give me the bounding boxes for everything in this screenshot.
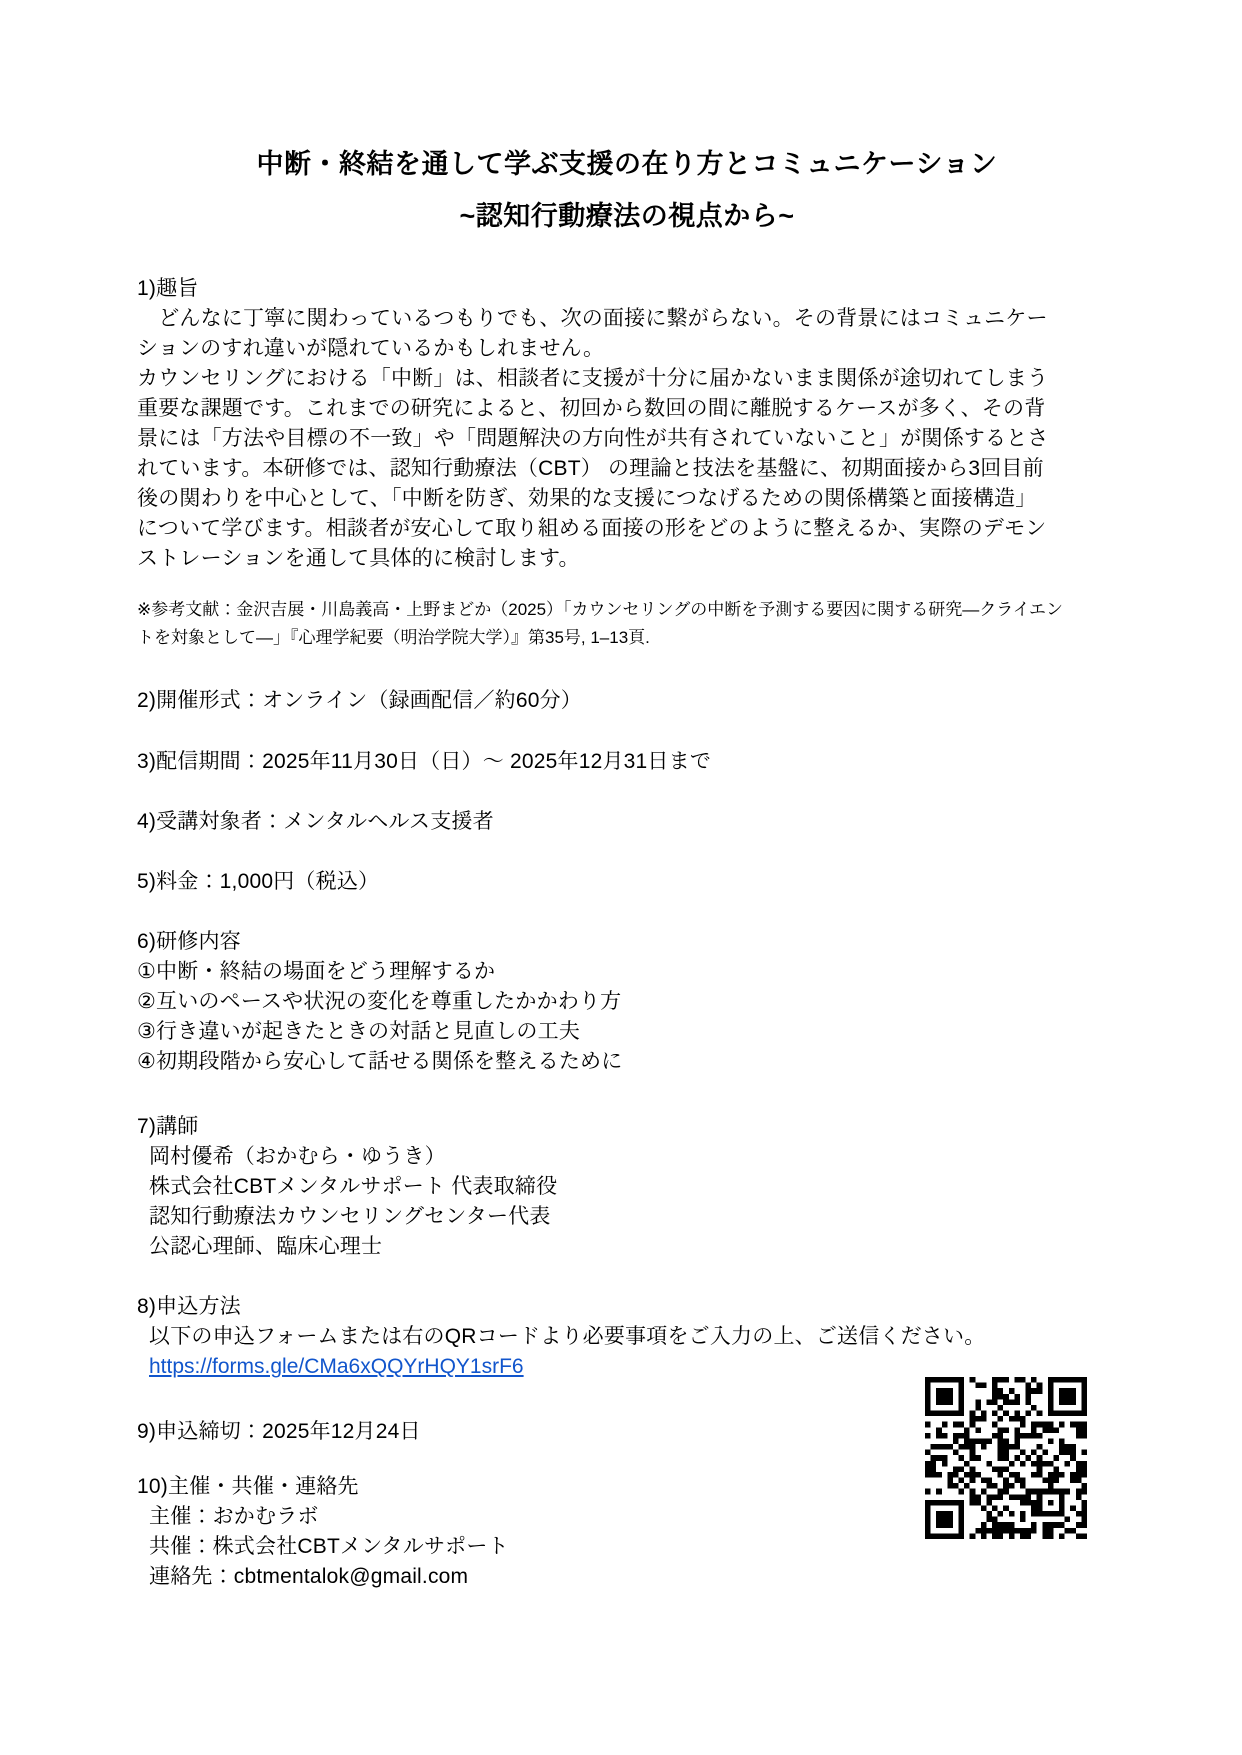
organizer-text-line: 共催：株式会社CBTメンタルサポート [149, 1535, 509, 1558]
section-application [137, 1292, 1117, 1382]
section-lecturer [137, 1112, 1117, 1262]
section-organizer-heading: 10)主催・共催・連絡先 [137, 1475, 359, 1498]
purpose-text-line: ションのすれ違いが隠れているかもしれません。 [137, 337, 605, 360]
purpose-text-line: ストレーションを通して具体的に検討します。 [137, 547, 580, 570]
section-contents [137, 927, 1117, 1077]
purpose-text-line: 重要な課題です。これまでの研究によると、初回から数回の間に離脱するケースが多く、その背 [137, 397, 1046, 420]
title-line-2: ~認知行動療法の視点から~ [459, 201, 795, 231]
document-title [137, 138, 1117, 242]
section-audience [137, 807, 1117, 837]
section-deadline-text: 9)申込締切：2025年12月24日 [137, 1420, 421, 1443]
section-fee [137, 867, 1117, 897]
section-contents-heading: 6)研修内容 [137, 930, 241, 953]
lecturer-text-line: 公認心理師、臨床心理士 [149, 1235, 383, 1258]
application-instruction: 以下の申込フォームまたは右のQRコードより必要事項をご入力の上、ご送信ください。 [149, 1325, 986, 1348]
lecturer-text-line: 認知行動療法カウンセリングセンター代表 [149, 1205, 551, 1228]
qr-code [925, 1377, 1087, 1539]
organizer-text-line: 連絡先：cbtmentalok@gmail.com [149, 1565, 469, 1588]
section-purpose [137, 274, 1117, 574]
title-line-1: 中断・終結を通して学ぶ支援の在り方とコミュニケーション [256, 149, 998, 179]
reference-text-line: トを対象として—」『心理学紀要（明治学院大学）』第35号, 1–13頁. [137, 628, 650, 647]
section-reference-note [137, 596, 1117, 652]
reference-note-body [137, 596, 1117, 652]
purpose-text-line: カウンセリングにおける「中断」は、相談者に支援が十分に届かないまま関係が途切れてしまう [137, 367, 1049, 390]
section-period [137, 747, 1117, 777]
purpose-text-line: 後の関わりを中心として、「中断を防ぎ、効果的な支援につなげるための関係構築と面接構造」 [137, 487, 1037, 510]
section-period-text: 3)配信期間：2025年11月30日（日）～ 2025年12月31日まで [137, 750, 712, 773]
section-lecturer-heading: 7)講師 [137, 1115, 199, 1138]
document-content [137, 0, 1117, 1592]
section-format [137, 686, 1117, 716]
application-form-link[interactable]: https://forms.gle/CMa6xQQYrHQY1srF6 [149, 1355, 524, 1378]
contents-item: ③行き違いが起きたときの対話と見直しの工夫 [137, 1020, 581, 1043]
section-purpose-heading: 1)趣旨 [137, 277, 199, 300]
section-audience-text: 4)受講対象者：メンタルヘルス支援者 [137, 810, 494, 833]
lecturer-text-line: 株式会社CBTメンタルサポート 代表取締役 [149, 1175, 558, 1198]
contents-item: ②互いのペースや状況の変化を尊重したかかわり方 [137, 990, 622, 1013]
section-application-instruction-wrap [137, 1322, 1117, 1352]
section-purpose-body [137, 304, 1117, 574]
purpose-text-line: 景には「方法や目標の不一致」や「問題解決の方向性が共有されていないこと」が関係するとさ [137, 427, 1049, 450]
section-fee-text: 5)料金：1,000円（税込） [137, 870, 380, 893]
purpose-text-line: れています。本研修では、認知行動療法（CBT） の理論と技法を基盤に、初期面接から3回目前 [137, 457, 1044, 480]
section-contents-items [137, 957, 1117, 1077]
organizer-text-line: 主催：おかむラボ [149, 1505, 319, 1528]
section-format-text: 2)開催形式：オンライン（録画配信／約60分） [137, 689, 582, 712]
purpose-text-line: について学びます。相談者が安心して取り組める面接の形をどのように整えるか、実際のデモン [137, 517, 1047, 540]
section-lecturer-body [137, 1142, 1117, 1262]
lecturer-text-line: 岡村優希（おかむら・ゆうき） [149, 1145, 446, 1168]
section-application-heading: 8)申込方法 [137, 1295, 241, 1318]
reference-text-line: ※参考文献：金沢吉展・川島義高・上野まどか（2025）「カウンセリングの中断を予測する要因に関する研究—クライエン [137, 600, 1064, 619]
purpose-text-line: どんなに丁寧に関わっているつもりでも、次の面接に繋がらない。その背景にはコミュニケー [137, 307, 1048, 330]
contents-item: ④初期段階から安心して話せる関係を整えるために [137, 1050, 623, 1073]
contents-item: ①中断・終結の場面をどう理解するか [137, 960, 496, 983]
